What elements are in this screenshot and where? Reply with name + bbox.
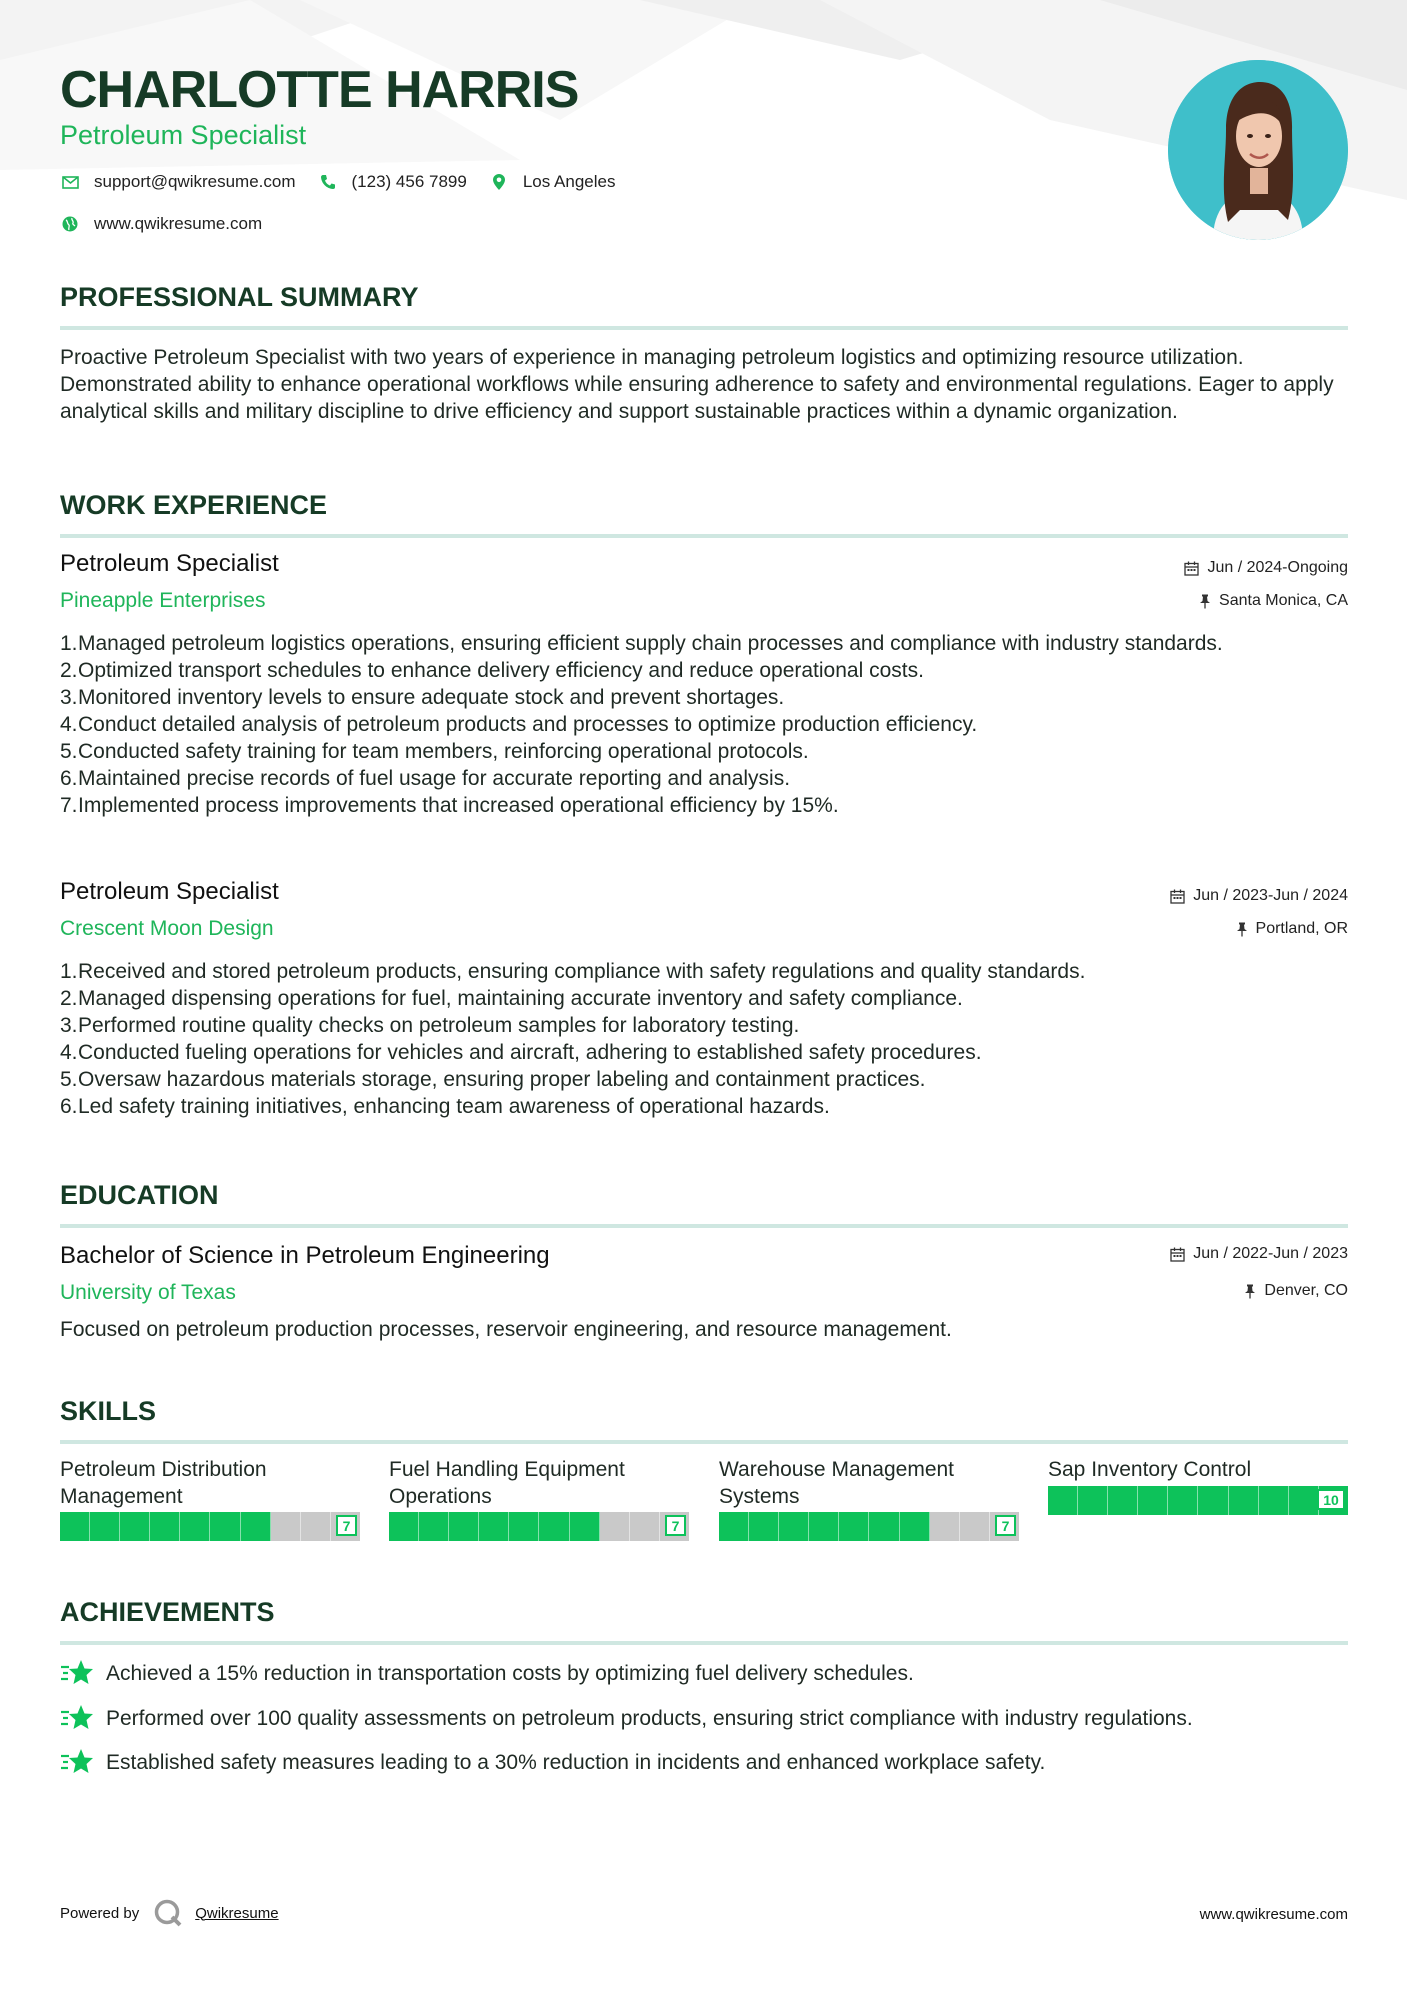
list-item: 1. Received and stored petroleum products, ensuring compliance with safety regulations and quality standards.: [60, 960, 1086, 983]
pin-icon: [1236, 922, 1248, 937]
job-location-text: Portland, OR: [1255, 920, 1348, 937]
calendar-icon: [1170, 889, 1185, 904]
skill-bar-segment: [809, 1512, 839, 1541]
skill-bar-segment: [210, 1512, 240, 1541]
footer-powered-by: [60, 1898, 279, 1928]
skill-level-bar: [60, 1512, 360, 1541]
job-dates-text: Jun / 2024-Ongoing: [1207, 559, 1348, 576]
education-location-text: Denver, CO: [1264, 1282, 1348, 1299]
skill-name: Sap Inventory Control: [1048, 1458, 1252, 1481]
job-location: [1199, 592, 1348, 610]
list-item: 4. Conducted fueling operations for vehicles and aircraft, adhering to established safety procedures.: [60, 1041, 982, 1064]
skill-level-bar: [1048, 1486, 1348, 1515]
skill-level-badge: 7: [665, 1515, 686, 1536]
avatar: [1168, 60, 1348, 240]
skill-bar-segment: [389, 1512, 419, 1541]
star-icon: [60, 1703, 94, 1733]
achievement-item: Performed over 100 quality assessments on petroleum products, ensuring strict compliance with industry regulations.: [60, 1703, 1193, 1733]
skill-bar-segment: [90, 1512, 120, 1541]
skills-heading: SKILLS: [60, 1394, 1348, 1444]
education-dates: [1170, 1245, 1348, 1263]
skill-bar-segment: [1078, 1486, 1108, 1515]
job-title: Petroleum Specialist: [60, 878, 279, 905]
summary-heading: PROFESSIONAL SUMMARY: [60, 280, 1348, 330]
skill-item: [60, 1456, 360, 1541]
skill-bar-segment: [479, 1512, 509, 1541]
experience-heading: WORK EXPERIENCE: [60, 488, 1348, 538]
skill-name: Fuel Handling Equipment Operations: [389, 1458, 625, 1508]
skill-bar-segment: [60, 1512, 90, 1541]
job-location-text: Santa Monica, CA: [1219, 592, 1348, 609]
skill-bar-segment: [1138, 1486, 1168, 1515]
skill-item: [389, 1456, 689, 1541]
list-item: 2. Optimized transport schedules to enhance delivery efficiency and reduce operational costs.: [60, 659, 924, 682]
education-description: Focused on petroleum production processes, reservoir engineering, and resource management.: [60, 1318, 952, 1341]
skill-level-badge: 7: [995, 1515, 1016, 1536]
calendar-icon: [1170, 1247, 1185, 1262]
skill-name: Petroleum Distribution Management: [60, 1458, 267, 1508]
skill-bar-segment: [1108, 1486, 1138, 1515]
list-item: 3. Performed routine quality checks on petroleum samples for laboratory testing.: [60, 1014, 800, 1037]
job-dates: [1184, 559, 1348, 577]
skill-bar-segment: [930, 1512, 960, 1541]
skill-bar-segment: [869, 1512, 899, 1541]
skill-bar-segment: [900, 1512, 930, 1541]
powered-by-label: Powered by: [60, 1904, 140, 1922]
skill-bar-segment: [1168, 1486, 1198, 1515]
achievement-item: Achieved a 15% reduction in transportation costs by optimizing fuel delivery schedules.: [60, 1658, 914, 1688]
skill-bar-segment: [779, 1512, 809, 1541]
skill-bar-segment: [960, 1512, 990, 1541]
email-link[interactable]: support@qwikresume.com: [94, 172, 296, 191]
list-item: 4. Conduct detailed analysis of petroleum products and processes to optimize production efficiency.: [60, 713, 978, 736]
degree-title: Bachelor of Science in Petroleum Engineering: [60, 1242, 550, 1269]
education-dates-text: Jun / 2022-Jun / 2023: [1193, 1245, 1348, 1262]
education-location: [1244, 1282, 1348, 1300]
list-item: 7. Implemented process improvements that increased operational efficiency by 15%.: [60, 794, 839, 817]
pin-icon: [1244, 1284, 1256, 1299]
email-icon: [60, 172, 80, 192]
list-item: 3. Monitored inventory levels to ensure adequate stock and prevent shortages.: [60, 686, 785, 709]
star-icon: [60, 1658, 94, 1688]
skill-bar-segment: [241, 1512, 271, 1541]
skill-bar-segment: [719, 1512, 749, 1541]
skill-bar-segment: [630, 1512, 660, 1541]
skill-bar-segment: [419, 1512, 449, 1541]
globe-icon: [60, 214, 80, 234]
job-dates: [1170, 887, 1348, 905]
skill-bar-segment: [449, 1512, 479, 1541]
list-item: 6. Maintained precise records of fuel usage for accurate reporting and analysis.: [60, 767, 791, 790]
calendar-icon: [1184, 561, 1199, 576]
skill-bar-segment: [839, 1512, 869, 1541]
qwikresume-logo-icon: [153, 1898, 183, 1928]
contact-row: [60, 172, 637, 192]
skill-bar-segment: [1198, 1486, 1228, 1515]
pin-icon: [1199, 594, 1211, 609]
job-location: [1236, 920, 1348, 938]
list-item: 5. Oversaw hazardous materials storage, ensuring proper labeling and containment practices.: [60, 1068, 926, 1091]
skill-level-bar: [389, 1512, 689, 1541]
summary-text: Proactive Petroleum Specialist with two years of experience in managing petroleum logistics and optimizing resource utilization. Demonstrated ability to enhance operational workflows while ensuring adherence to safety and environmental regulations. Eager to apply analytical skills and military discipline to drive efficiency and support sustainable practices within a dynamic organization.: [60, 346, 1334, 423]
skill-bar-segment: [271, 1512, 301, 1541]
phone-number: (123) 456 7899: [351, 172, 467, 191]
job-bullets: [60, 958, 1348, 1120]
location: Los Angeles: [522, 172, 616, 191]
list-item: 6. Led safety training initiatives, enhancing team awareness of operational hazards.: [60, 1095, 830, 1118]
list-item: 2. Managed dispensing operations for fuel, maintaining accurate inventory and safety compliance.: [60, 987, 963, 1010]
skill-bar-segment: [301, 1512, 331, 1541]
candidate-title: Petroleum Specialist: [60, 120, 307, 150]
skill-level-bar: [719, 1512, 1019, 1541]
job-bullets: [60, 630, 1348, 819]
map-marker-icon: [489, 172, 509, 192]
job-title: Petroleum Specialist: [60, 550, 279, 577]
school-name: University of Texas: [60, 1281, 236, 1304]
skill-bar-segment: [1289, 1486, 1319, 1515]
company-name: Crescent Moon Design: [60, 917, 274, 940]
job-dates-text: Jun / 2023-Jun / 2024: [1193, 887, 1348, 904]
education-heading: EDUCATION: [60, 1178, 1348, 1228]
skill-bar-segment: [539, 1512, 569, 1541]
star-icon: [60, 1747, 94, 1777]
skill-bar-segment: [1048, 1486, 1078, 1515]
skill-item: [719, 1456, 1019, 1541]
skill-level-badge: 7: [336, 1515, 357, 1536]
skill-level-badge: 10: [1317, 1489, 1345, 1510]
achievements-heading: ACHIEVEMENTS: [60, 1595, 1348, 1645]
company-name: Pineapple Enterprises: [60, 589, 266, 612]
skill-bar-segment: [1259, 1486, 1289, 1515]
candidate-name: CHARLOTTE HARRIS: [60, 61, 579, 119]
skill-bar-segment: [180, 1512, 210, 1541]
skill-bar-segment: [1229, 1486, 1259, 1515]
skill-name: Warehouse Management Systems: [719, 1458, 955, 1508]
skill-bar-segment: [600, 1512, 630, 1541]
achievement-item: Established safety measures leading to a 30% reduction in incidents and enhanced workplace safety.: [60, 1747, 1045, 1777]
website-link[interactable]: www.qwikresume.com: [94, 214, 263, 233]
list-item: 1. Managed petroleum logistics operations, ensuring efficient supply chain processes and compliance with industry standards.: [60, 632, 1223, 655]
qwikresume-link[interactable]: Qwikresume: [195, 1904, 279, 1922]
footer-url[interactable]: www.qwikresume.com: [1199, 1906, 1348, 1923]
website-row: [60, 214, 284, 234]
skill-item: [1048, 1456, 1348, 1515]
phone-icon: [318, 172, 338, 192]
skill-bar-segment: [749, 1512, 779, 1541]
skill-bar-segment: [509, 1512, 539, 1541]
skill-bar-segment: [570, 1512, 600, 1541]
skill-bar-segment: [150, 1512, 180, 1541]
skill-bar-segment: [120, 1512, 150, 1541]
list-item: 5. Conducted safety training for team members, reinforcing operational protocols.: [60, 740, 809, 763]
